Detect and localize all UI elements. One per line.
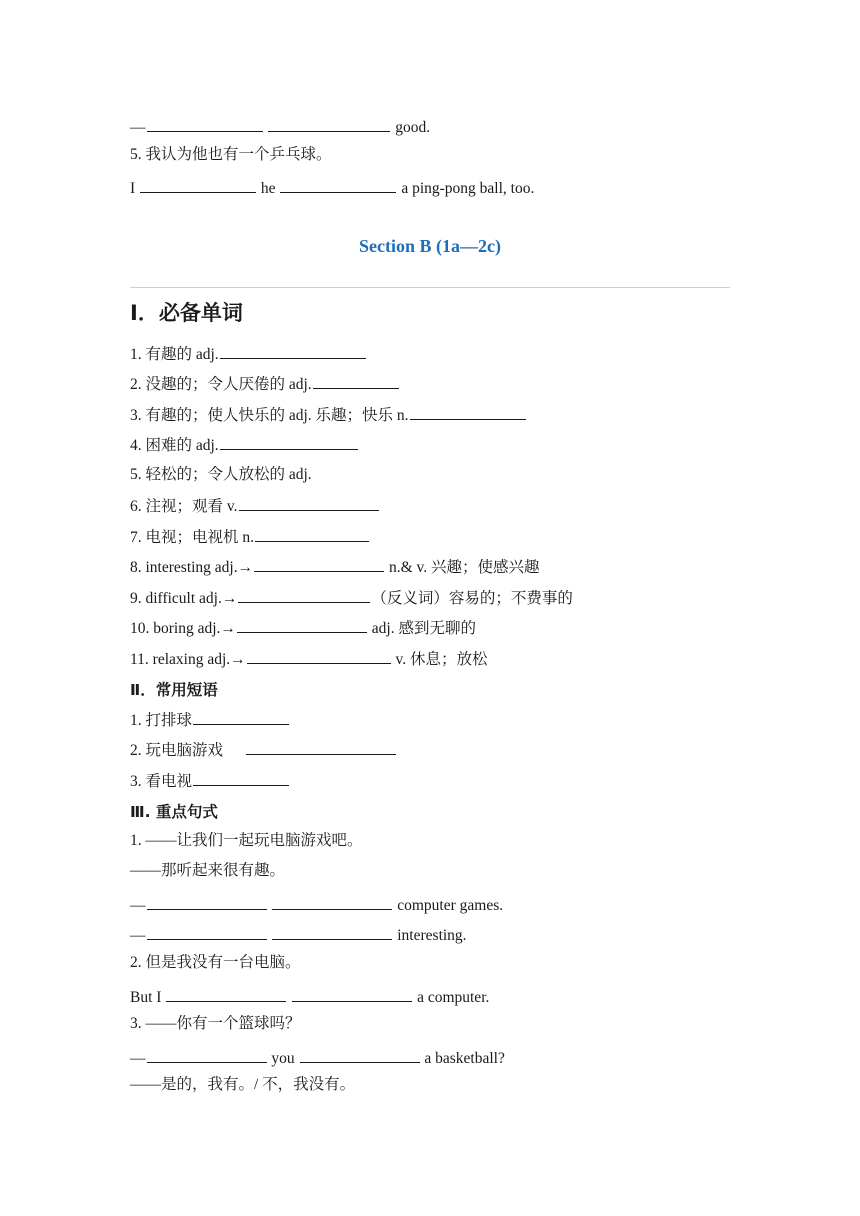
phrase-item <box>130 709 290 731</box>
part2-heading: Ⅱ．常用短语 <box>130 681 218 699</box>
question-line: 2. 但是我没有一台电脑。 <box>130 954 301 971</box>
blank[interactable] <box>272 894 392 910</box>
section-title: Section B (1a—2c) <box>359 236 501 256</box>
blank[interactable] <box>292 986 412 1002</box>
vocab-item <box>130 587 573 609</box>
divider <box>130 287 730 288</box>
phrase-item <box>130 770 290 792</box>
vocab-item <box>130 465 312 485</box>
blank[interactable] <box>238 587 370 603</box>
question-line: 1. ——让我们一起玩电脑游戏吧。 <box>130 832 363 849</box>
answer-text: a ping-pong ball, too. <box>401 180 535 197</box>
question-line: ——那听起来很有趣。 <box>130 862 286 879</box>
dash: — <box>130 1050 146 1067</box>
blank[interactable] <box>313 373 399 389</box>
blank[interactable] <box>220 434 358 450</box>
blank[interactable] <box>255 526 369 542</box>
item-text: adj. 感到无聊的 <box>371 620 476 637</box>
item-text: 1. 有趣的 adj. <box>130 346 219 363</box>
blank[interactable] <box>237 617 367 633</box>
blank[interactable] <box>254 556 384 572</box>
question-line: ——是的，我有。/ 不，我没有。 <box>130 1076 356 1093</box>
item-text: 8. interesting adj.→ <box>130 559 254 576</box>
vocab-item <box>130 343 367 365</box>
answer-line <box>130 986 489 1008</box>
blank[interactable] <box>239 495 379 511</box>
item-text: 5. 轻松的；令人放松的 adj. <box>130 466 312 483</box>
item-text: v. 休息；放松 <box>395 651 488 668</box>
answer-text: But I <box>130 989 162 1006</box>
item-text: 1. 打排球 <box>130 712 193 729</box>
dash: — <box>130 897 146 914</box>
answer-text: a basketball? <box>424 1050 505 1067</box>
blank[interactable] <box>268 116 390 132</box>
dash: — <box>130 927 146 944</box>
blank[interactable] <box>300 1047 420 1063</box>
item-text: 7. 电视；电视机 n. <box>130 529 255 546</box>
blank[interactable] <box>166 986 286 1002</box>
answer-text: computer games. <box>397 897 504 914</box>
answer-text: you <box>271 1050 295 1067</box>
blank[interactable] <box>193 709 289 725</box>
blank[interactable] <box>147 116 263 132</box>
blank[interactable] <box>193 770 289 786</box>
blank[interactable] <box>147 1047 267 1063</box>
item-text: n.& v. 兴趣；使感兴趣 <box>389 559 540 576</box>
blank[interactable] <box>246 739 396 755</box>
blank[interactable] <box>140 177 256 193</box>
item-text: 6. 注视；观看 v. <box>130 498 238 515</box>
vocab-item <box>130 648 488 670</box>
answer-line <box>130 894 503 916</box>
question-line: 3. ——你有一个篮球吗？ <box>130 1015 301 1032</box>
blank[interactable] <box>272 924 392 940</box>
item-text: 9. difficult adj.→ <box>130 590 238 607</box>
dash: — <box>130 119 146 136</box>
vocab-item <box>130 617 476 639</box>
item-text: 11. relaxing adj.→ <box>130 651 246 668</box>
vocab-item <box>130 526 370 548</box>
answer-line <box>130 924 467 946</box>
blank[interactable] <box>280 177 396 193</box>
answer-line <box>130 177 534 199</box>
answer-text: I <box>130 180 136 197</box>
item-text: 3. 有趣的；使人快乐的 adj. 乐趣；快乐 n. <box>130 407 409 424</box>
blank[interactable] <box>147 924 267 940</box>
item-text: （反义词）容易的；不费事的 <box>371 590 573 607</box>
vocab-item <box>130 404 527 426</box>
part1-heading: Ⅰ．必备单词 <box>130 301 243 325</box>
answer-text: a computer. <box>417 989 490 1006</box>
part3-heading: Ⅲ. 重点句式 <box>130 803 218 821</box>
vocab-item <box>130 373 400 395</box>
item-text: 4. 困难的 adj. <box>130 437 219 454</box>
item-text: 2. 玩电脑游戏 <box>130 742 224 759</box>
item-text: 3. 看电视 <box>130 773 193 790</box>
blank[interactable] <box>247 648 391 664</box>
phrase-item <box>130 739 397 761</box>
answer-text: good. <box>395 119 431 136</box>
question-line: 5. 我认为他也有一个乒乓球。 <box>130 146 332 163</box>
vocab-item <box>130 495 380 517</box>
item-text: 2. 没趣的；令人厌倦的 adj. <box>130 376 312 393</box>
blank[interactable] <box>410 404 526 420</box>
blank[interactable] <box>147 894 267 910</box>
answer-text: interesting. <box>397 927 467 944</box>
blank[interactable] <box>220 343 366 359</box>
vocab-item <box>130 556 540 578</box>
vocab-item <box>130 434 359 456</box>
answer-text: he <box>260 180 276 197</box>
item-text: 10. boring adj.→ <box>130 620 236 637</box>
answer-line <box>130 1047 505 1069</box>
answer-line <box>130 116 430 138</box>
